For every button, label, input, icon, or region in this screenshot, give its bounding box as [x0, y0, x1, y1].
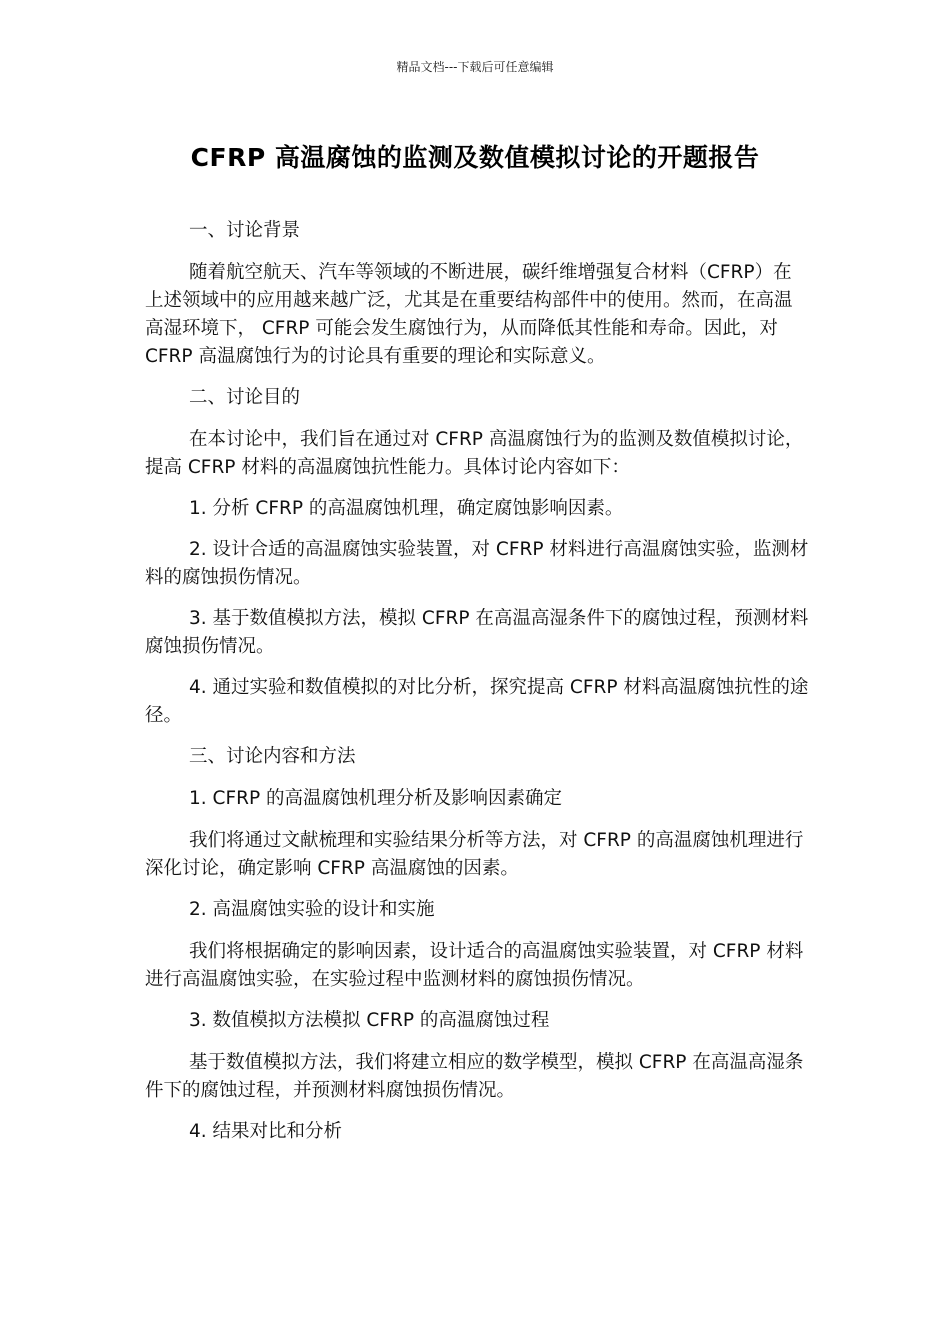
- list-item: 1. 分析 CFRP 的高温腐蚀机理，确定腐蚀影响因素。: [189, 498, 624, 519]
- paragraph: 基于数值模拟方法，我们将建立相应的数学模型，模拟 CFRP 在高温高湿条件下的腐蚀过程，并预测材料腐蚀损伤情况。: [145, 1052, 804, 1101]
- paragraph-background: 随着航空航天、汽车等领域的不断进展，碳纤维增强复合材料（CFRP）在上述领域中的应用越来越广泛，尤其是在重要结构部件中的使用。然而，在高温高湿环境下， CFRP 可能会发生腐蚀行为，从而降低其性能和寿命。因此，对 CFRP 高温腐蚀行为的讨论具有重要的理论和实际意义。: [145, 262, 793, 367]
- subsection-heading: 1. CFRP 的高温腐蚀机理分析及影响因素确定: [189, 788, 562, 809]
- subsection-heading: 3. 数值模拟方法模拟 CFRP 的高温腐蚀过程: [189, 1010, 550, 1031]
- paragraph: 我们将根据确定的影响因素，设计适合的高温腐蚀实验装置，对 CFRP 材料进行高温腐蚀实验，在实验过程中监测材料的腐蚀损伤情况。: [145, 941, 804, 990]
- section-heading-background: 一、讨论背景: [189, 220, 301, 241]
- list-item: 3. 基于数值模拟方法，模拟 CFRP 在高温高湿条件下的腐蚀过程，预测材料腐蚀损伤情况。: [145, 608, 809, 657]
- subsection-heading: 2. 高温腐蚀实验的设计和实施: [189, 899, 435, 920]
- paragraph: 我们将通过文献梳理和实验结果分析等方法，对 CFRP 的高温腐蚀机理进行深化讨论，确定影响 CFRP 高温腐蚀的因素。: [145, 830, 804, 879]
- document-body: [145, 217, 810, 1160]
- document-title: CFRP 高温腐蚀的监测及数值模拟讨论的开题报告: [190, 143, 760, 172]
- list-item: 2. 设计合适的高温腐蚀实验装置，对 CFRP 材料进行高温腐蚀实验，监测材料的腐蚀损伤情况。: [145, 539, 809, 588]
- list-item: 4. 通过实验和数值模拟的对比分析，探究提高 CFRP 材料高温腐蚀抗性的途径。: [145, 677, 809, 726]
- section-heading-purpose: 二、讨论目的: [189, 387, 301, 408]
- page-header: 精品文档---下载后可任意编辑: [396, 60, 554, 74]
- paragraph-purpose: 在本讨论中，我们旨在通过对 CFRP 高温腐蚀行为的监测及数值模拟讨论，提高 CFRP 材料的高温腐蚀抗性能力。具体讨论内容如下：: [145, 429, 804, 478]
- subsection-heading: 4. 结果对比和分析: [189, 1121, 343, 1142]
- section-heading-content-methods: 三、讨论内容和方法: [189, 746, 356, 767]
